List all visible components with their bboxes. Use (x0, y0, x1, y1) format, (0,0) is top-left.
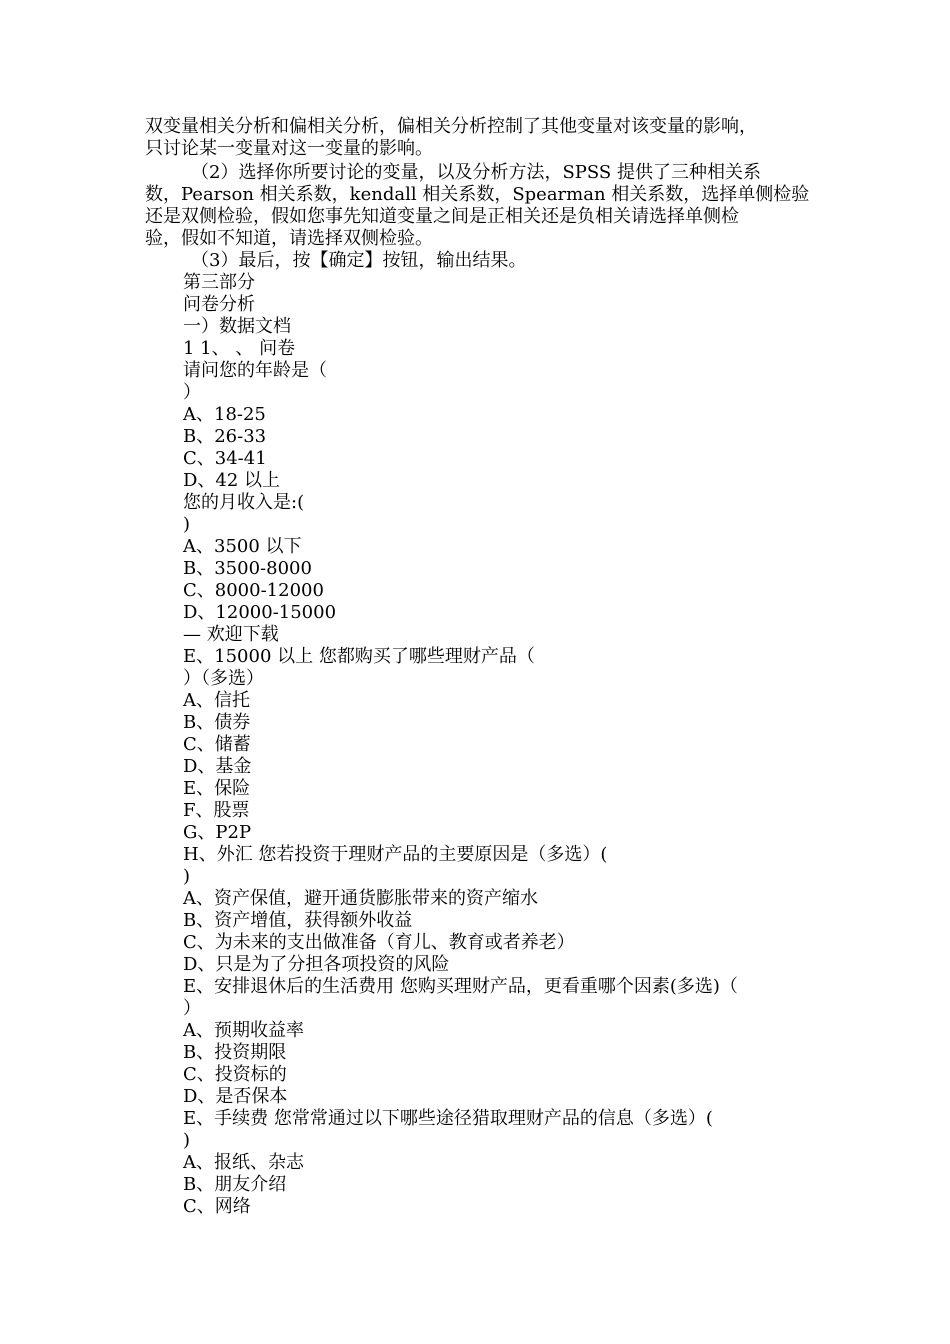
text-line: （2）选择你所要讨论的变量，以及分析方法，SPSS 提供了三种相关系 (191, 162, 761, 183)
text-line: ）（多选） (183, 668, 264, 689)
text-line: D、基金 (183, 756, 252, 777)
text-line: 请问您的年龄是（ (183, 360, 327, 381)
text-line: E、安排退休后的生活费用 您购买理财产品，更看重哪个因素(多选)（ (183, 976, 738, 997)
text-line: 您的月收入是:( (183, 492, 305, 513)
text-line: 一）数据文档 (183, 316, 291, 337)
text-line: C、投资标的 (183, 1064, 287, 1085)
text-line: B、朋友介绍 (183, 1174, 287, 1195)
text-line: （3）最后，按【确定】按钮，输出结果。 (191, 250, 527, 271)
step3-paragraph (145, 250, 805, 272)
text-line: A、信托 (183, 690, 250, 711)
text-line: ) (183, 514, 191, 535)
step2-paragraph (145, 162, 810, 250)
text-line: 第三部分 (183, 272, 255, 293)
text-line: A、3500 以下 (183, 536, 302, 557)
text-line: ） (183, 998, 201, 1019)
text-line: ） (183, 382, 201, 403)
text-line: B、债券 (183, 712, 251, 733)
text-line: 还是双侧检验，假如您事先知道变量之间是正相关还是负相关请选择单侧检 (145, 206, 739, 227)
text-line: E、保险 (183, 778, 251, 799)
text-line: C、网络 (183, 1196, 251, 1217)
text-line: C、34-41 (183, 448, 267, 469)
text-line: 问卷分析 (183, 294, 255, 315)
text-line: E、手续费 您常常通过以下哪些途径猎取理财产品的信息（多选）( (183, 1108, 713, 1129)
text-line: A、资产保值，避开通货膨胀带来的资产缩水 (183, 888, 538, 909)
text-line: B、资产增值，获得额外收益 (183, 910, 413, 931)
text-line: D、42 以上 (183, 470, 281, 491)
text-line: B、3500-8000 (183, 558, 312, 579)
text-line: G、P2P (183, 822, 252, 843)
text-line: D、只是为了分担各项投资的风险 (183, 954, 450, 975)
text-line: D、是否保本 (183, 1086, 288, 1107)
text-line: B、投资期限 (183, 1042, 287, 1063)
text-line: ) (183, 1130, 191, 1151)
text-line: A、报纸、杂志 (183, 1152, 304, 1173)
text-line: C、为未来的支出做准备（育儿、教育或者养老） (183, 932, 575, 953)
intro-paragraph (145, 116, 805, 160)
text-line: 双变量相关分析和偏相关分析，偏相关分析控制了其他变量对该变量的影响， (145, 116, 757, 137)
text-line: 验，假如不知道，请选择双侧检验。 (145, 228, 433, 249)
text-line: C、8000-12000 (183, 580, 324, 601)
text-line: F、股票 (183, 800, 250, 821)
text-line: 数，Pearson 相关系数，kendall 相关系数，Spearman 相关系数，选择单侧检验 (145, 184, 810, 205)
questionnaire-text (183, 272, 803, 1218)
text-line: ) (183, 866, 191, 887)
text-line: H、外汇 您若投资于理财产品的主要原因是（多选）( (183, 844, 608, 865)
text-line: B、26-33 (183, 426, 267, 447)
text-line: D、12000-15000 (183, 602, 337, 623)
text-line: E、15000 以上 您都购买了哪些理财产品（ (183, 646, 535, 667)
text-line: 1 1、 、 问卷 (183, 338, 296, 359)
text-line: A、18-25 (183, 404, 266, 425)
text-line: C、储蓄 (183, 734, 251, 755)
text-line: — 欢迎下载 (183, 624, 279, 645)
text-line: A、预期收益率 (183, 1020, 304, 1041)
text-line: 只讨论某一变量对这一变量的影响。 (145, 138, 433, 159)
